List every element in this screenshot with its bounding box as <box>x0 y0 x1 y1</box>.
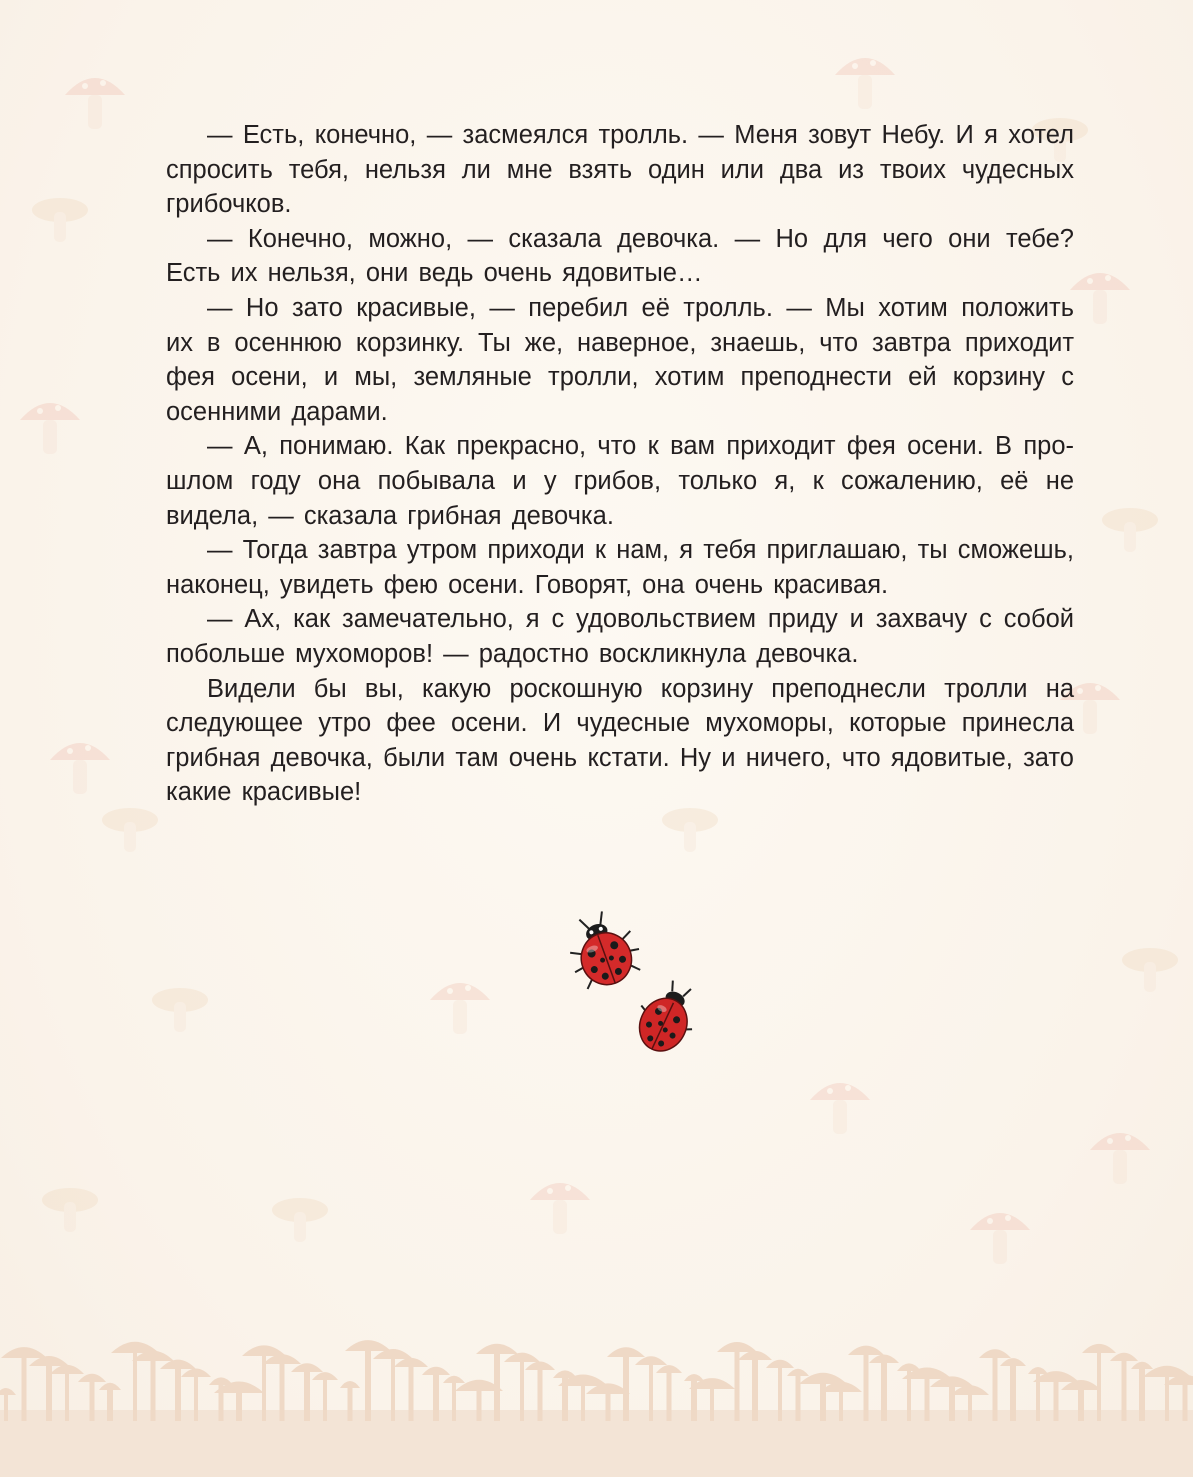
mushroom-stem <box>949 1385 955 1421</box>
mushroom-icon <box>32 198 88 242</box>
paragraph: — Ах, как замечательно, я с удовольствием приду и захвачу с собой побольше мухоморов! — радостно воскликнула девочка. <box>166 605 1074 668</box>
mushroom-stem <box>348 1386 353 1421</box>
mushroom-stem <box>881 1361 887 1421</box>
paragraph: — А, понимаю. Как прекрасно, что к вам приходит фея осени. В прошлом году она побывала и у грибов, только я, к сожалению, её не видела, — сказала грибная девочка. <box>166 432 1074 530</box>
mushroom-stem <box>494 1352 500 1421</box>
story-text <box>166 118 1074 810</box>
mushroom-stem <box>65 1372 69 1421</box>
mushroom-stem <box>839 1390 843 1421</box>
mushroom-stem <box>1078 1388 1084 1421</box>
mushroom-stem <box>752 1358 758 1421</box>
mushroom-stem <box>1010 1364 1016 1421</box>
mushroom-icon <box>50 743 110 794</box>
ladybug-icon <box>560 904 647 995</box>
mushroom-stem <box>581 1384 585 1421</box>
mushroom-icon <box>152 988 208 1032</box>
mushroom-stem <box>452 1381 456 1421</box>
mushroom-stem <box>433 1373 439 1421</box>
mushroom-stem <box>1054 1380 1059 1421</box>
mushroom-stem <box>993 1356 998 1421</box>
paragraph: — Но зато красивые, — перебил её тролль. — Мы хотим положить их в осеннюю корзинку. Ты же, наверное, знаешь, что завтра приходит фея осени, и мы, земляные тролли, хотим преподнести ей корзину с осенними дарами. <box>166 293 1074 426</box>
mushroom-stem <box>1122 1359 1127 1421</box>
mushroom-stem <box>623 1355 629 1421</box>
mushroom-stem <box>968 1393 972 1421</box>
mushroom-icon <box>1090 1133 1150 1184</box>
mushroom-stem <box>649 1363 653 1421</box>
mushroom-stem <box>1139 1367 1145 1421</box>
mushroom-stem <box>22 1356 27 1421</box>
mushroom-icon <box>530 1183 590 1234</box>
mushroom-stem <box>323 1378 327 1421</box>
mushroom-stem <box>46 1364 52 1421</box>
mushroom-icon <box>1122 948 1178 992</box>
mushroom-icon <box>20 403 80 454</box>
paragraph: — Есть, конечно, — засмеялся тролль. — Меня зовут Небу. И я хотел спросить тебя, нельзя ли мне взять один или два из твоих чудесных грибочков. <box>166 121 1074 219</box>
mushroom-icon <box>65 78 125 129</box>
mushroom-stem <box>107 1388 113 1421</box>
paragraph: — Конечно, можно, — сказала девочка. — Но для чего они тебе? Есть их нельзя, они ведь очень ядовитые… <box>166 224 1074 288</box>
mushroom-stem <box>667 1371 672 1421</box>
mushroom-stem <box>280 1362 285 1421</box>
mushroom-icon <box>810 1083 870 1134</box>
mushroom-stem <box>735 1350 740 1421</box>
mushroom-stem <box>1097 1351 1101 1421</box>
mushroom-icon <box>102 808 158 852</box>
mushroom-stem <box>710 1387 714 1421</box>
mushroom-stem <box>90 1380 95 1421</box>
paragraph: — Тогда завтра утром приходи к нам, я тебя приглашаю, ты сможешь, наконец, увидеть фею осени. Говорят, она очень красивая. <box>166 536 1074 599</box>
mushroom-icon <box>662 808 718 852</box>
mushroom-stem <box>778 1366 782 1421</box>
mushroom-icon <box>1070 273 1130 324</box>
mushroom-icon <box>272 1198 328 1242</box>
mushroom-stem <box>133 1351 137 1421</box>
mushroom-stem <box>520 1360 524 1421</box>
mushroom-icon <box>42 1188 98 1232</box>
mushroom-stem <box>409 1365 414 1421</box>
mushroom-stem <box>151 1359 156 1421</box>
mushroom-stem <box>864 1353 869 1421</box>
mushroom-stem <box>538 1368 543 1421</box>
mushroom-stem <box>925 1377 930 1421</box>
mushroom-stem <box>304 1370 310 1421</box>
mushroom-stem <box>236 1391 242 1421</box>
mushroom-stem <box>194 1375 198 1421</box>
mushroom-stem <box>365 1349 371 1421</box>
mushroom-icon <box>1102 508 1158 552</box>
mushroom-icon <box>835 58 895 109</box>
mushroom-stem <box>262 1354 266 1421</box>
mushroom-stem <box>477 1389 482 1421</box>
paragraph: Видели бы вы, какую роскошную корзину преподнесли тролли на следующее утро фее осени. И чудесные мухоморы, которые принесла грибная девочка, были там очень кстати. Ну и ничего, что ядовитые, зато какие красивые! <box>166 674 1074 807</box>
mushroom-icon <box>430 983 490 1034</box>
mushroom-stem <box>1183 1383 1188 1421</box>
mushroom-stem <box>606 1392 611 1421</box>
mushroom-stem <box>796 1374 801 1421</box>
mushroom-stem <box>4 1393 8 1421</box>
mushroom-stem <box>175 1367 181 1421</box>
ladybug-icon <box>627 973 708 1061</box>
mushroom-border <box>0 1340 1193 1477</box>
mushroom-icon <box>970 1213 1030 1264</box>
ladybug-illustration <box>560 903 710 1063</box>
